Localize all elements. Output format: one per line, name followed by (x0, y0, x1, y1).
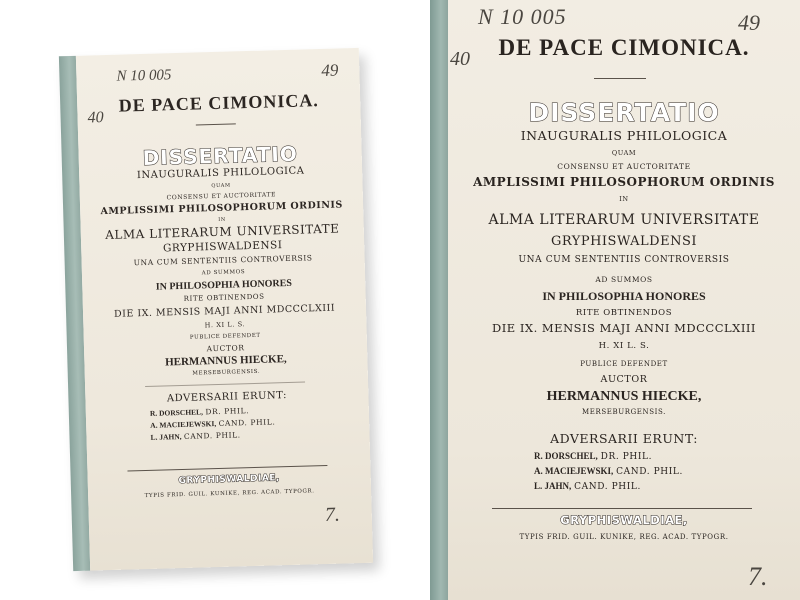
printer-line: TYPIS FRID. GUIL. KUNIKE, REG. ACAD. TYPOGR. (144, 488, 315, 500)
closeup-date-line: DIE IX. MENSIS MAJI ANNI MDCCCLXIII (492, 321, 756, 335)
closeup-adversarii-heading: ADVERSARII ERUNT: (550, 431, 698, 446)
dissertatio-heading: DISSERTATIO (142, 141, 299, 170)
ad-summos-line: AD SUMMOS (201, 269, 246, 277)
in-philosophia-line: IN PHILOSOPHIA HONORES (155, 277, 293, 293)
closeup-in-line: IN (619, 195, 629, 203)
closeup-inauguralis-line: INAUGURALIS PHILOLOGICA (520, 128, 728, 143)
closeup-opponents-list (534, 452, 784, 502)
closeup-in-philosophia-line: IN PHILOSOPHIA HONORES (542, 289, 706, 303)
closeup-hora-line: H. XI L. S. (598, 341, 650, 351)
closeup-page-number-note: 49 (738, 10, 760, 35)
closeup-bottom-mark: 7. (748, 562, 768, 591)
cover-rule (196, 123, 236, 125)
closeup-dissertatio-heading: DISSERTATIO (528, 98, 720, 127)
closeup-ad-summos-line: AD SUMMOS (595, 275, 653, 284)
closeup-merseburgensis-line: MERSEBURGENSIS. (582, 408, 666, 416)
auctor-line: AUCTOR (206, 343, 245, 354)
section-rule (145, 382, 305, 387)
photo-divider (421, 0, 430, 600)
closeup-author-name: HERMANNUS HIECKE, (546, 389, 702, 404)
hora-line: H. XI L. S. (204, 320, 246, 330)
closeup-una-cum-line: UNA CUM SENTENTIIS CONTROVERSIS (518, 255, 730, 265)
city-line: GRYPHISWALDIAE, (178, 473, 281, 487)
adversarii-heading: ADVERSARII ERUNT: (166, 390, 288, 405)
closeup-cover-page (448, 0, 800, 600)
closeup-opponent-2: A. MACIEJEWSKI, CAND. PHIL. (534, 466, 683, 477)
inauguralis-line: INAUGURALIS PHILOLOGICA (136, 165, 305, 182)
booklet-cover-page (76, 48, 373, 571)
margin-note: 40 (87, 109, 104, 127)
cover-closeup-photo (430, 0, 800, 600)
closeup-cover-title: DE PACE CIMONICA. (498, 35, 750, 60)
closeup-margin-note: 40 (450, 48, 470, 70)
closeup-auctor-line: AUCTOR (600, 374, 648, 385)
publice-line: PUBLICE DEFENDET (189, 332, 261, 341)
closeup-publice-line: PUBLICE DEFENDET (580, 360, 668, 368)
cover-title: DE PACE CIMONICA. (118, 90, 320, 116)
booklet (59, 48, 373, 571)
closeup-footer-rule (492, 508, 752, 509)
closeup-rite-line: RITE OBTINENDOS (575, 308, 673, 318)
una-cum-line: UNA CUM SENTENTIIS CONTROVERSIS (133, 253, 313, 268)
page-number-note: 49 (321, 60, 339, 80)
closeup-alma-line: ALMA LITERARUM UNIVERSITATE (488, 212, 760, 228)
alma-line: ALMA LITERARUM UNIVERSITATE (105, 221, 340, 243)
opponent-1: R. DORSCHEL, DR. PHIL. (149, 406, 250, 418)
quam-line: QUAM (211, 182, 231, 190)
footer-rule (127, 465, 327, 472)
consensu-line: CONSENSU ET AUCTORITATE (166, 191, 277, 202)
closeup-gryphiswaldensi-line: GRYPHISWALDENSI (550, 234, 698, 249)
opponent-2: A. MACIEJEWSKI, CAND. PHIL. (150, 417, 276, 430)
closeup-consensu-line: CONSENSU ET AUCTORITATE (557, 162, 691, 171)
closeup-city-line: GRYPHISWALDIAE, (560, 513, 688, 527)
closeup-spine (430, 0, 448, 600)
date-line: DIE IX. MENSIS MAJI ANNI MDCCCLXIII (113, 302, 336, 320)
bottom-mark: 7. (324, 503, 341, 527)
opponents-list (150, 404, 351, 450)
closeup-cover-rule (594, 78, 646, 79)
closeup-opponent-1: R. DORSCHEL, DR. PHIL. (534, 451, 653, 462)
in-line: IN (218, 216, 226, 223)
merseburgensis-line: MERSEBURGENSIS. (192, 368, 261, 377)
amplissimi-line: AMPLISSIMI PHILOSOPHORUM ORDINIS (100, 199, 343, 218)
closeup-printer-line: TYPIS FRID. GUIL. KUNIKE, REG. ACAD. TYPOGR. (519, 533, 729, 541)
closeup-quam-line: QUAM (611, 149, 637, 157)
rite-line: RITE OBTINENDOS (183, 292, 265, 303)
opponent-3: L. JAHN, CAND. PHIL. (150, 430, 241, 442)
closeup-inventory-note: N 10 005 (478, 4, 567, 29)
gryphiswaldensi-line: GRYPHISWALDENSI (162, 239, 283, 255)
inventory-note: N 10 005 (116, 67, 172, 85)
author-name: HERMANNUS HIECKE, (164, 353, 287, 369)
closeup-amplissimi-line: AMPLISSIMI PHILOSOPHORUM ORDINIS (473, 175, 775, 189)
closeup-opponent-3: L. JAHN, CAND. PHIL. (534, 481, 641, 492)
